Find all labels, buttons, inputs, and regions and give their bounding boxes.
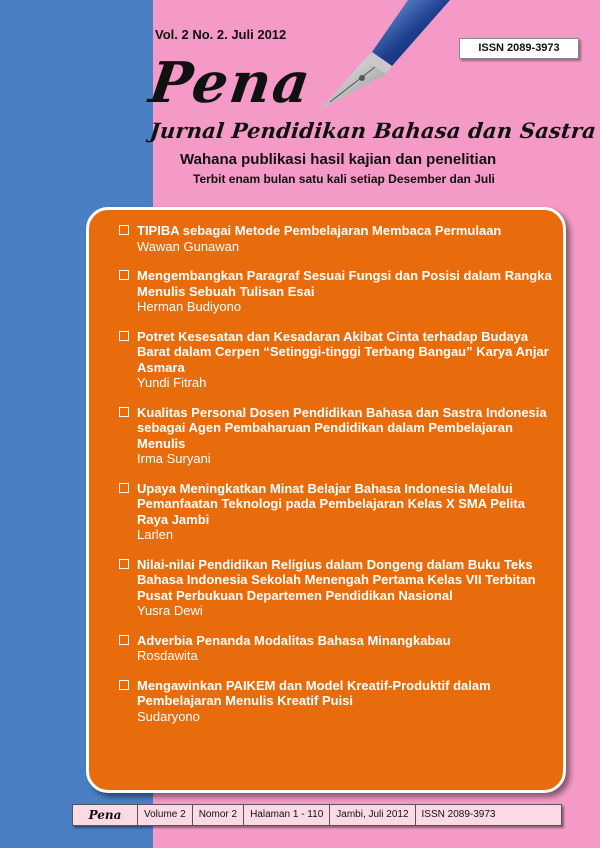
checkbox-bullet-icon — [119, 680, 129, 690]
article-title: TIPIBA sebagai Metode Pembelajaran Membaca Permulaan — [137, 223, 502, 238]
footer-place-date: Jambi, Juli 2012 — [330, 805, 415, 825]
publication-schedule: Terbit enam bulan satu kali setiap Desember dan Juli — [193, 172, 495, 186]
tagline: Wahana publikasi hasil kajian dan penelitian — [180, 151, 497, 168]
fountain-pen-icon — [300, 0, 450, 115]
article-item[interactable] — [119, 557, 559, 619]
article-title: Adverbia Penanda Modalitas Bahasa Minangkabau — [137, 632, 451, 648]
article-author: Yusra Dewi — [137, 603, 203, 618]
article-title: Mengembangkan Paragraf Sesuai Fungsi dan Posisi dalam Rangka Menulis Sebuah Tulisan Esai — [137, 268, 552, 299]
article-title: Kualitas Personal Dosen Pendidikan Bahasa dan Sastra Indonesia sebagai Agen Pembaharuan Pendidikan dalam Pembelajaran Menulis — [137, 404, 547, 451]
article-author: Irma Suryani — [137, 451, 211, 466]
checkbox-bullet-icon — [119, 225, 129, 235]
article-item[interactable] — [119, 633, 559, 664]
article-author: Yundi Fitrah — [137, 375, 207, 390]
checkbox-bullet-icon — [119, 407, 129, 417]
article-item[interactable] — [119, 405, 559, 467]
footer-pages: Halaman 1 - 110 — [244, 805, 330, 825]
article-item[interactable] — [119, 481, 559, 543]
article-author: Herman Budiyono — [137, 299, 242, 314]
issn-badge: ISSN 2089-3973 — [459, 38, 579, 59]
footer-number: Nomor 2 — [193, 805, 244, 825]
footer-logo: Pena — [73, 805, 138, 825]
article-title: Mengawinkan PAIKEM dan Model Kreatif-Produktif dalam Pembelajaran Menulis Kreatif Puisi — [137, 677, 491, 708]
checkbox-bullet-icon — [119, 483, 129, 493]
journal-subtitle: Jurnal Pendidikan Bahasa dan Sastra — [148, 118, 598, 143]
article-item[interactable] — [119, 329, 559, 391]
article-author: Larlen — [137, 527, 174, 542]
article-title: Potret Kesesatan dan Kesadaran Akibat Cinta terhadap Budaya Barat dalam Cerpen “Setinggi-tinggi Terbang Bangau” Karya Anjar Asmara — [137, 328, 549, 375]
article-title: Upaya Meningkatkan Minat Belajar Bahasa Indonesia Melalui Pemanfaatan Teknologi pada Pembelajaran Kelas X SMA Pelita Raya Jambi — [137, 480, 525, 527]
article-item[interactable] — [119, 268, 559, 315]
footer-issn: ISSN 2089-3973 — [421, 809, 496, 820]
checkbox-bullet-icon — [119, 635, 129, 645]
article-author: Sudaryono — [137, 708, 200, 724]
article-author: Rosdawita — [137, 648, 198, 663]
article-item[interactable] — [119, 678, 559, 725]
article-title: Nilai-nilai Pendidikan Religius dalam Dongeng dalam Buku Teks Bahasa Indonesia Sekolah Menengah Pertama Kelas VII Terbitan Pusat Perbukuan Departemen Pendidikan Nasional — [137, 556, 536, 603]
table-of-contents — [86, 207, 566, 793]
checkbox-bullet-icon — [119, 270, 129, 280]
footer-volume: Volume 2 — [138, 805, 193, 825]
volume-issue: Vol. 2 No. 2. Juli 2012 — [155, 27, 287, 42]
article-list — [119, 223, 559, 738]
journal-title: Pena — [145, 50, 316, 116]
checkbox-bullet-icon — [119, 331, 129, 341]
article-author: Wawan Gunawan — [137, 238, 240, 254]
footer-info-bar — [72, 804, 562, 826]
checkbox-bullet-icon — [119, 559, 129, 569]
article-item[interactable] — [119, 223, 559, 254]
